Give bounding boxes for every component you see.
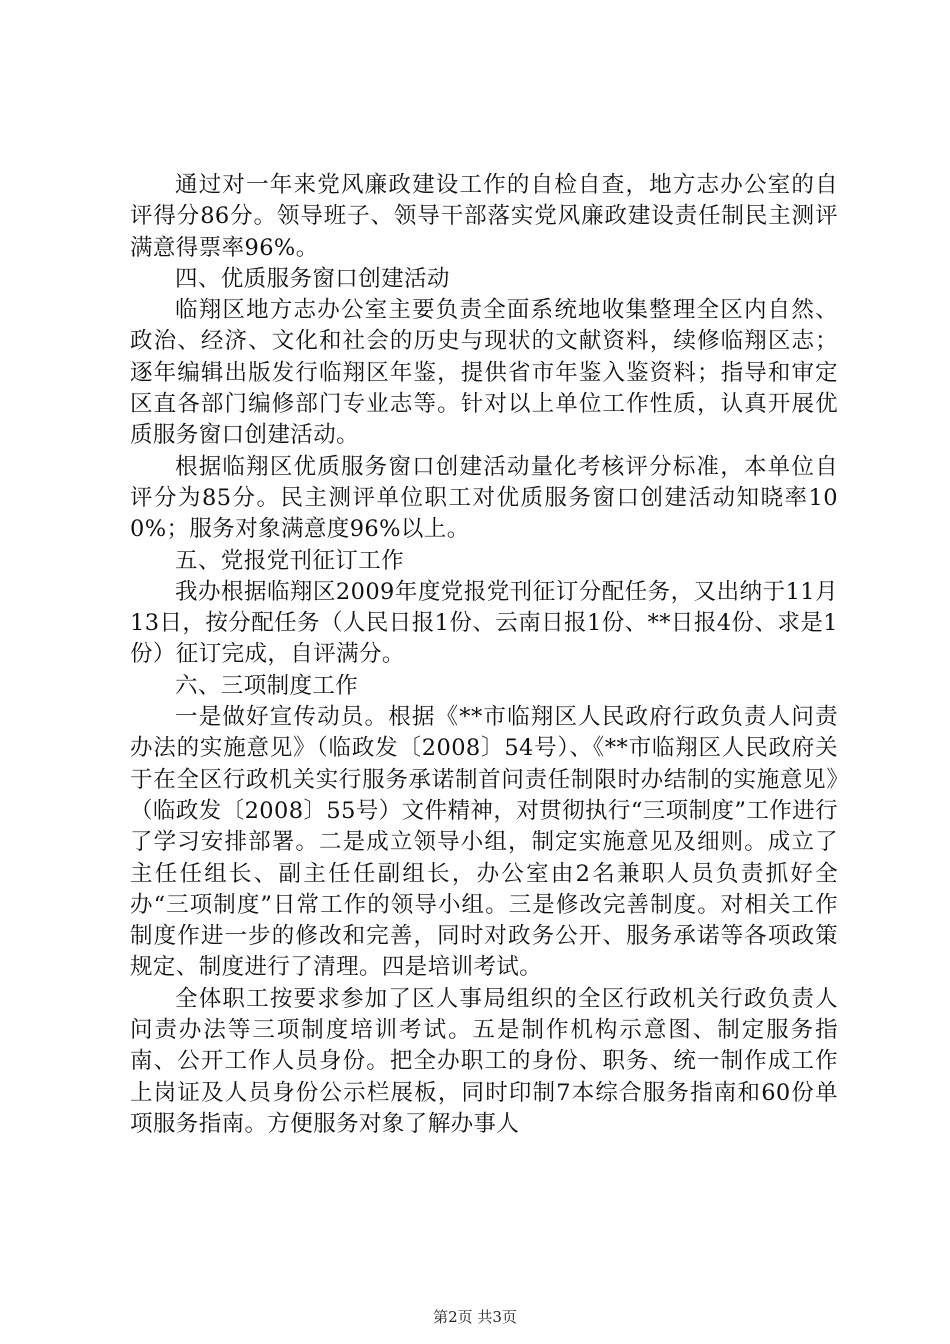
section-heading-service-window: 四、优质服务窗口创建活动 xyxy=(175,265,450,292)
paragraph-training: 全体职工按要求参加了区人事局组织的全区行政机关行政负责人问责办法等三项制度培训考试。五是制作机构示意图、制定服务指南、公开工作人员身份。把全办职工的身份、职务、统一制作成工作上岗证及人员身份公示栏展板，同时印制7本综合服务指南和60份单项服务指南。方便服务对象了解办事人 xyxy=(130,985,838,1137)
paragraph-subscription: 我办根据临翔区2009年度党报党刊征订分配任务，又出纳于11月13日，按分配任务（人民日报1份、云南日报1份、**日报4份、求是1份）征订完成，自评满分。 xyxy=(130,578,838,668)
paragraph-self-evaluation: 通过对一年来党风廉政建设工作的自检自查，地方志办公室的自评得分86分。领导班子、领导干部落实党风廉政建设责任制民主测评满意得票率96%。 xyxy=(130,172,838,261)
document-body xyxy=(130,170,838,1140)
page-number-footer: 第2页 共3页 xyxy=(433,1308,517,1326)
paragraph-office-duties: 临翔区地方志办公室主要负责全面系统地收集整理全区内自然、政治、经济、文化和社会的历史与现状的文献资料，续修临翔区志；逐年编辑出版发行临翔区年鉴，提供省市年鉴入鉴资料；指导和审定区直各部门编修部门专业志等。针对以上单位工作性质，认真开展优质服务窗口创建活动。 xyxy=(130,297,838,449)
paragraph-service-score: 根据临翔区优质服务窗口创建活动量化考核评分标准，本单位自评分为85分。民主测评单位职工对优质服务窗口创建活动知晓率100%；服务对象满意度96%以上。 xyxy=(130,453,838,543)
section-heading-three-systems: 六、三项制度工作 xyxy=(175,672,359,699)
paragraph-three-systems: 一是做好宣传动员。根据《**市临翔区人民政府行政负责人问责办法的实施意见》（临政发〔2008〕54号）、《**市临翔区人民政府关于在全区行政机关实行服务承诺制首问责任制限时办结制的实施意见》（临政发〔2008〕55号）文件精神，对贯彻执行“三项制度”工作进行了学习安排部署。二是成立领导小组，制定实施意见及细则。成立了主任任组长、副主任任副组长，办公室由2名兼职人员负责抓好全办“三项制度”日常工作的领导小组。三是修改完善制度。对相关工作制度作进一步的修改和完善，同时对政务公开、服务承诺等各项政策规定、制度进行了清理。四是培训考试。 xyxy=(130,704,838,981)
section-heading-newspaper-subscription: 五、党报党刊征订工作 xyxy=(175,547,405,574)
